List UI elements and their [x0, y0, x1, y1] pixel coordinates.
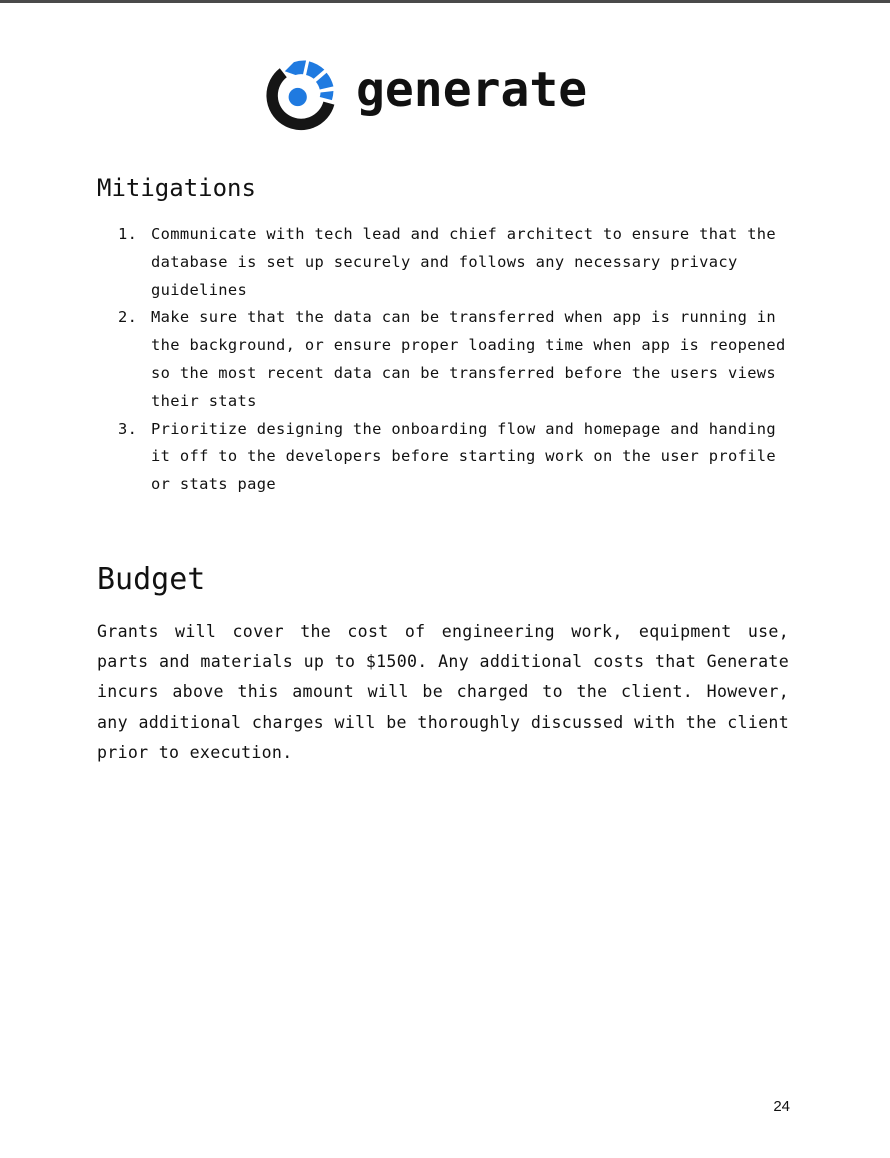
list-item	[118, 221, 798, 304]
brand-logo	[262, 54, 587, 134]
list-item-number: 3.	[118, 419, 138, 438]
page-number: 24	[773, 1098, 790, 1115]
list-item	[118, 416, 798, 499]
list-item-text: Make sure that the data can be transferred when app is running in the background, or ensure proper loading time when app is reopened so the most recent data can be transferred before the users views their stats	[151, 308, 786, 410]
list-item-text: Prioritize designing the onboarding flow and homepage and handing it off to the developers before starting work on the user profile or stats page	[151, 419, 777, 494]
budget-heading: Budget	[97, 562, 206, 597]
list-item-number: 1.	[118, 225, 138, 243]
generate-logo-icon	[262, 56, 338, 132]
budget-paragraph: Grants will cover the cost of engineering work, equipment use, parts and materials up to $1500. Any additional costs that Generate incurs above this amount will be charged to the client. However, any additional charges will be thoroughly discussed with the client prior to execution.	[97, 622, 789, 762]
top-border	[0, 0, 890, 3]
list-item	[118, 304, 798, 415]
brand-wordmark: generate	[356, 62, 588, 118]
list-item-text: Communicate with tech lead and chief architect to ensure that the database is set up securely and follows any necessary privacy guidelines	[151, 225, 777, 299]
list-item-number: 2.	[118, 308, 138, 327]
mitigations-list	[118, 221, 798, 499]
mitigations-heading: Mitigations	[97, 174, 256, 202]
